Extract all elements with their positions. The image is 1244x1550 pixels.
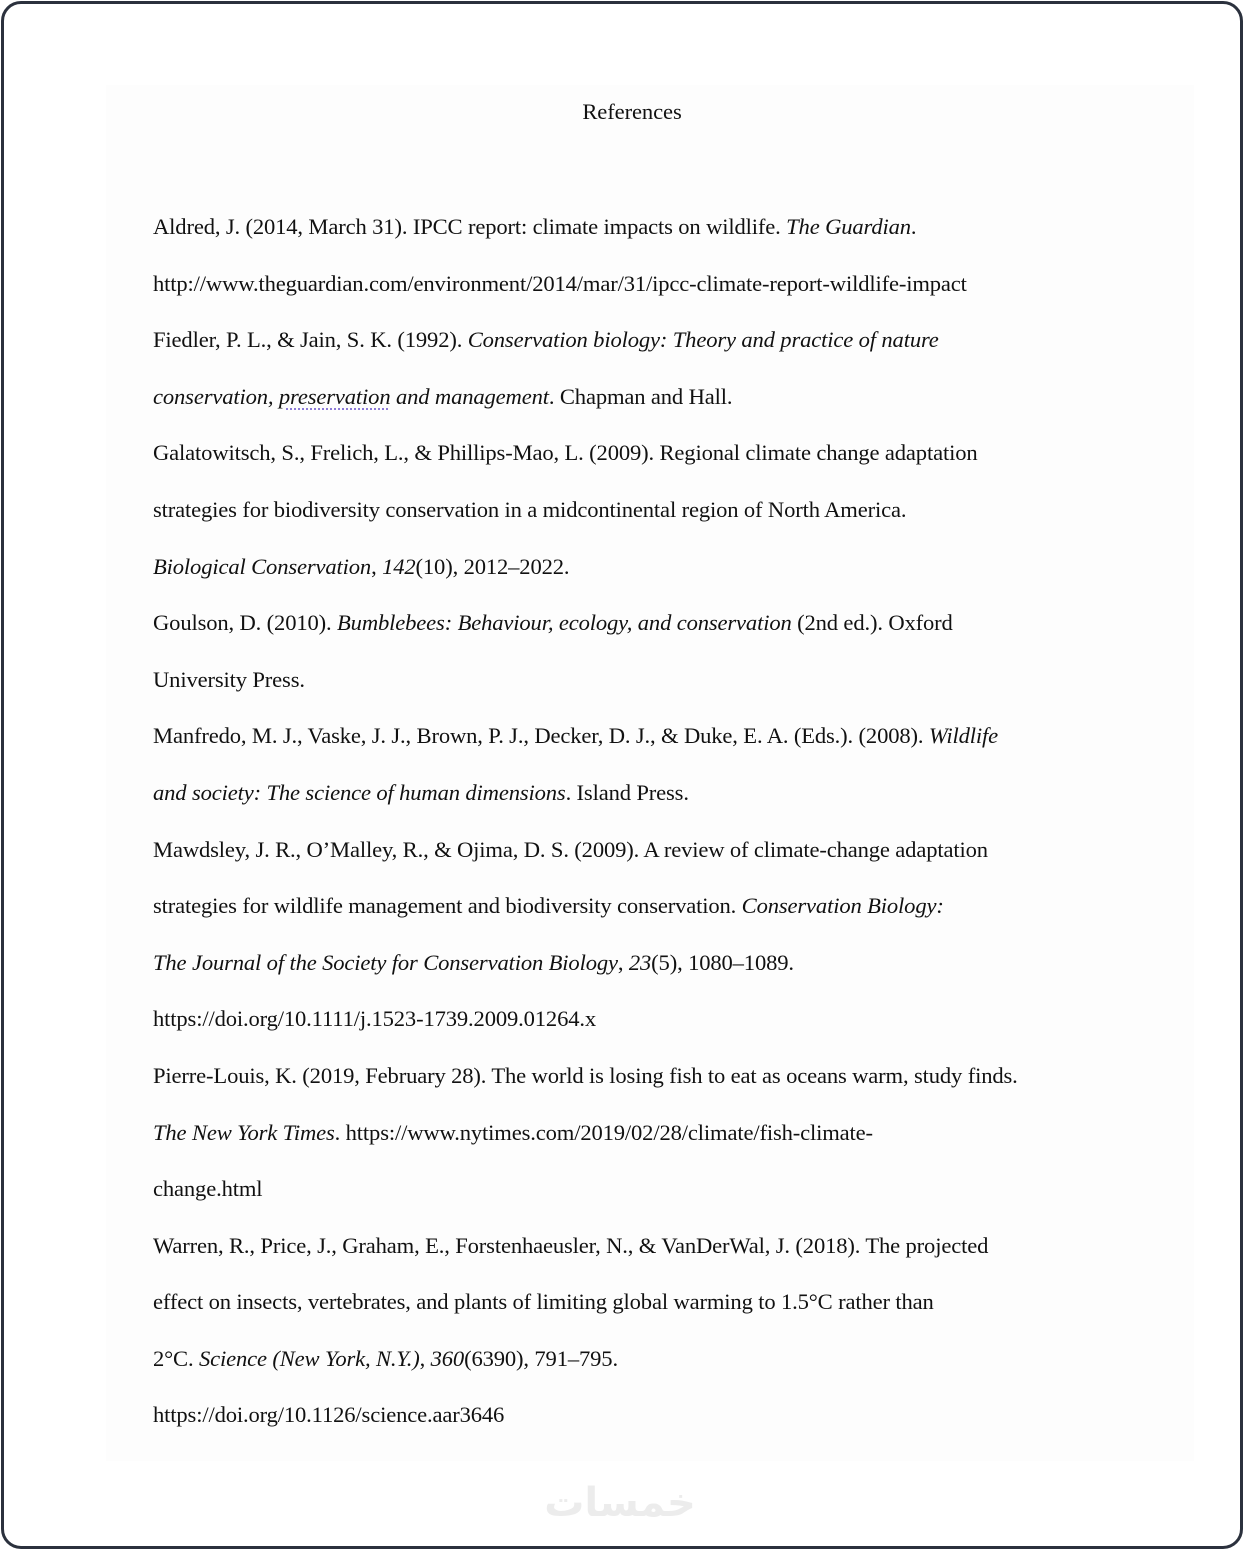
italic-text: 360 — [430, 1345, 465, 1371]
reference-text: (5), 1080–1089. — [651, 949, 794, 975]
reference-line — [153, 1331, 1128, 1388]
reference-text: Aldred, J. (2014, March 31). IPCC report: climate impacts on wildlife. — [153, 214, 787, 239]
reference-text: , — [419, 1345, 431, 1371]
italic-text: Science (New York, N.Y.) — [198, 1345, 420, 1371]
reference-text: Warren, R., Price, J., Graham, E., Forstenhaeusler, N., & VanDerWal, J. (2018). The projected — [153, 1232, 989, 1258]
reference-text: Galatowitsch, S., Frelich, L., & Phillips-Mao, L. (2009). Regional climate change adaptation — [153, 440, 978, 466]
reference-line — [153, 652, 1128, 709]
reference-text: . Chapman and Hall. — [548, 383, 733, 409]
reference-line — [153, 312, 1128, 369]
reference-line — [153, 595, 1128, 652]
italic-text: The Journal of the Society for Conservation Biology — [153, 949, 618, 975]
reference-line — [153, 1387, 1128, 1444]
reference-line — [153, 1274, 1128, 1331]
reference-text: strategies for biodiversity conservation in a midcontinental region of North America. — [153, 496, 907, 522]
reference-text: . — [910, 214, 917, 239]
reference-line — [153, 256, 1128, 313]
grammar-flagged-word[interactable]: preservation — [278, 383, 391, 409]
reference-line — [153, 199, 1128, 256]
reference-line — [153, 1161, 1128, 1218]
reference-text: Manfredo, M. J., Vaske, J. J., Brown, P. J., Decker, D. J., & Duke, E. A. (Eds.). (2008). — [153, 723, 929, 749]
reference-entry — [153, 199, 1128, 312]
reference-line — [153, 1105, 1128, 1162]
reference-text: (10), 2012–2022. — [415, 553, 570, 579]
reference-line — [153, 765, 1128, 822]
reference-line — [153, 991, 1128, 1048]
reference-entry — [153, 312, 1128, 425]
reference-line — [153, 935, 1128, 992]
reference-line — [153, 822, 1128, 879]
reference-line — [153, 1048, 1128, 1105]
reference-line — [153, 425, 1128, 482]
italic-text: The Guardian — [786, 214, 911, 239]
reference-text: University Press. — [153, 666, 305, 692]
reference-text: strategies for wildlife management and biodiversity conservation. — [153, 893, 742, 919]
italic-text: 23 — [628, 949, 652, 975]
reference-text: effect on insects, vertebrates, and plants of limiting global warming to 1.5°C rather than — [153, 1289, 934, 1315]
reference-text: 2°C. — [153, 1345, 199, 1371]
reference-text: (6390), 791–795. — [464, 1345, 618, 1371]
italic-text: Wildlife — [928, 723, 998, 749]
reference-text: Goulson, D. (2010). — [153, 610, 338, 636]
khamsat-logo-icon: خمسات — [544, 1480, 696, 1526]
italic-text: Biological Conservation — [153, 553, 372, 579]
reference-line — [153, 708, 1128, 765]
italic-text: Bumblebees: Behaviour, ecology, and conservation — [337, 610, 792, 636]
reference-text: (2nd ed.). Oxford — [791, 610, 953, 636]
reference-text: http://www.theguardian.com/environment/2014/mar/31/ipcc-climate-report-wildlife-impact — [153, 270, 967, 296]
italic-text: Conservation biology: Theory and practice of nature — [467, 327, 939, 353]
reference-text: . https://www.nytimes.com/2019/02/28/climate/fish-climate- — [334, 1119, 873, 1145]
italic-text: conservation, — [153, 383, 279, 409]
reference-text: https://doi.org/10.1126/science.aar3646 — [153, 1402, 505, 1428]
reference-line — [153, 539, 1128, 596]
reference-entry — [153, 1048, 1128, 1218]
page-title: References — [582, 99, 682, 124]
reference-line — [153, 369, 1128, 426]
reference-text: change.html — [153, 1176, 263, 1202]
reference-list — [153, 199, 1128, 1444]
italic-text: and society: The science of human dimensions — [153, 779, 566, 805]
reference-line — [153, 878, 1128, 935]
italic-text: 142 — [382, 553, 416, 579]
reference-text: , — [617, 949, 629, 975]
reference-entry — [153, 822, 1128, 1048]
reference-entry — [153, 425, 1128, 595]
reference-text: https://doi.org/10.1111/j.1523-1739.2009.01264.x — [153, 1006, 597, 1032]
reference-text: Fiedler, P. L., & Jain, S. K. (1992). — [153, 327, 468, 353]
reference-text: . Island Press. — [565, 779, 689, 805]
italic-text: The New York Times — [153, 1119, 335, 1145]
reference-text: Pierre-Louis, K. (2019, February 28). The world is losing fish to eat as oceans warm, study finds. — [153, 1062, 1018, 1088]
italic-text: and management — [390, 383, 549, 409]
reference-entry — [153, 1218, 1128, 1444]
reference-entry — [153, 708, 1128, 821]
reference-text: Mawdsley, J. R., O’Malley, R., & Ojima, D. S. (2009). A review of climate-change adaptation — [153, 836, 988, 862]
reference-text: , — [371, 553, 383, 579]
reference-line — [153, 482, 1128, 539]
reference-entry — [153, 595, 1128, 708]
reference-line — [153, 1218, 1128, 1275]
italic-text: Conservation Biology: — [741, 893, 944, 919]
